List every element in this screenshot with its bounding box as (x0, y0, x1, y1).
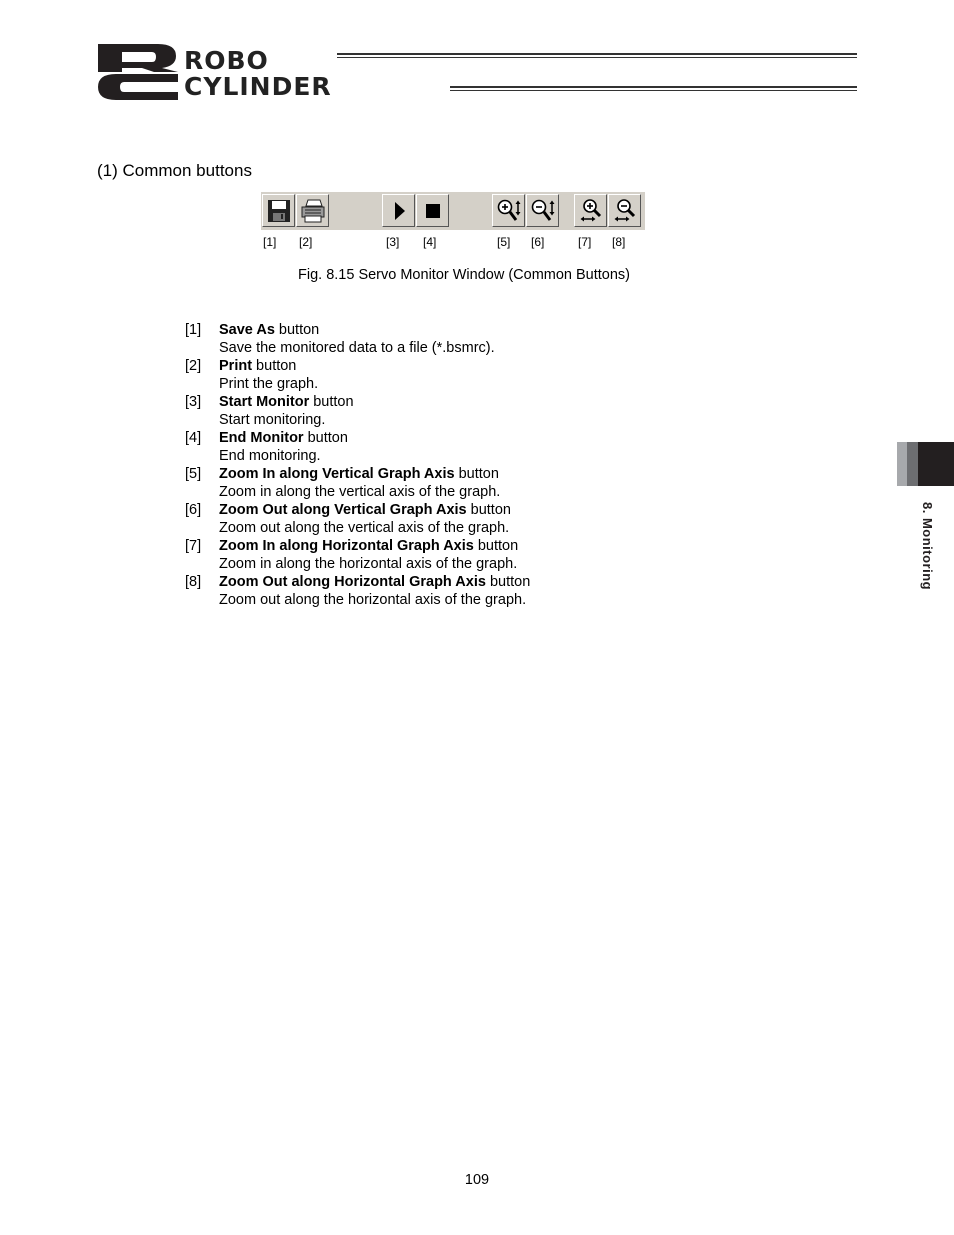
definition-description: Zoom out along the horizontal axis of the graph. (219, 592, 527, 608)
definition-name: Start Monitor (219, 394, 310, 410)
page-number: 109 (464, 1172, 490, 1188)
definition-suffix: button (309, 394, 354, 410)
header-rule-top-thin (337, 57, 857, 58)
definition-suffix: button (303, 430, 348, 446)
header-rule-bottom-thin (450, 90, 857, 91)
definition-number: [6] (185, 502, 202, 518)
definition-item (185, 357, 530, 393)
definition-suffix: button (485, 574, 531, 590)
definition-description: Print the graph. (219, 376, 319, 392)
servo-monitor-toolbar (261, 192, 645, 230)
definition-name: End Monitor (219, 430, 304, 446)
definition-item (185, 537, 530, 573)
end-monitor-button[interactable] (416, 194, 449, 227)
chapter-tab-dark (918, 442, 954, 486)
toolbar-label-1: [1] (263, 235, 277, 249)
definition-suffix: button (466, 502, 511, 518)
zoom-out-vertical-button[interactable] (526, 194, 559, 227)
definition-item (185, 393, 530, 429)
toolbar-label-2: [2] (299, 235, 313, 249)
zoom-in-vertical-icon (496, 198, 522, 224)
definition-name: Zoom Out along Vertical Graph Axis (219, 502, 467, 518)
definition-description: Zoom out along the vertical axis of the graph. (219, 520, 510, 536)
button-definitions-list (185, 321, 530, 609)
robo-cylinder-logo (96, 42, 186, 102)
zoom-in-vertical-button[interactable] (492, 194, 525, 227)
definition-number: [7] (185, 538, 202, 554)
definition-description: End monitoring. (219, 448, 321, 464)
section-title: (1) Common buttons (97, 161, 252, 180)
definition-number: [5] (185, 466, 202, 482)
definition-item (185, 429, 530, 465)
definition-number: [2] (185, 358, 202, 374)
definition-item (185, 465, 530, 501)
definition-item (185, 321, 530, 357)
play-icon (386, 198, 412, 224)
definition-description: Zoom in along the horizontal axis of the graph. (219, 556, 518, 572)
definition-description: Start monitoring. (219, 412, 326, 428)
definition-name: Print (219, 358, 253, 374)
header-rule-bottom (450, 86, 857, 88)
definition-number: [8] (185, 574, 202, 590)
logo-cylinder-text: CYLINDER (184, 72, 332, 101)
definition-description: Save the monitored data to a file (*.bsmrc). (219, 340, 495, 356)
zoom-in-horizontal-icon (578, 198, 604, 224)
chapter-label: 8. Monitoring (920, 502, 935, 591)
definition-item (185, 573, 530, 609)
definition-name: Save As (219, 322, 275, 338)
zoom-out-vertical-icon (530, 198, 556, 224)
zoom-out-horizontal-button[interactable] (608, 194, 641, 227)
definition-name: Zoom Out along Horizontal Graph Axis (219, 574, 486, 590)
definition-suffix: button (473, 538, 519, 554)
printer-icon (300, 198, 326, 224)
stop-icon (420, 198, 446, 224)
definition-item (185, 501, 530, 537)
chapter-tab-light (897, 442, 907, 486)
definition-name: Zoom In along Horizontal Graph Axis (219, 538, 474, 554)
definition-suffix: button (274, 322, 320, 338)
definition-description: Zoom in along the vertical axis of the graph. (219, 484, 501, 500)
definition-suffix: button (252, 358, 297, 374)
figure-caption: Fig. 8.15 Servo Monitor Window (Common Buttons) (298, 267, 631, 283)
definition-suffix: button (454, 466, 499, 482)
definition-number: [3] (185, 394, 202, 410)
toolbar-label-5: [5] (497, 235, 511, 249)
logo-robo-text: ROBO (184, 46, 269, 75)
print-button[interactable] (296, 194, 329, 227)
start-monitor-button[interactable] (382, 194, 415, 227)
header-rule-top (337, 53, 857, 55)
definition-number: [1] (185, 322, 202, 338)
definition-number: [4] (185, 430, 202, 446)
zoom-out-horizontal-icon (612, 198, 638, 224)
chapter-tab-mid (907, 442, 918, 486)
floppy-disk-icon (266, 198, 292, 224)
toolbar-label-7: [7] (578, 235, 592, 249)
toolbar-label-4: [4] (423, 235, 437, 249)
definition-name: Zoom In along Vertical Graph Axis (219, 466, 455, 482)
toolbar-label-3: [3] (386, 235, 400, 249)
save-as-button[interactable] (262, 194, 295, 227)
toolbar-label-6: [6] (531, 235, 545, 249)
toolbar-label-8: [8] (612, 235, 626, 249)
zoom-in-horizontal-button[interactable] (574, 194, 607, 227)
